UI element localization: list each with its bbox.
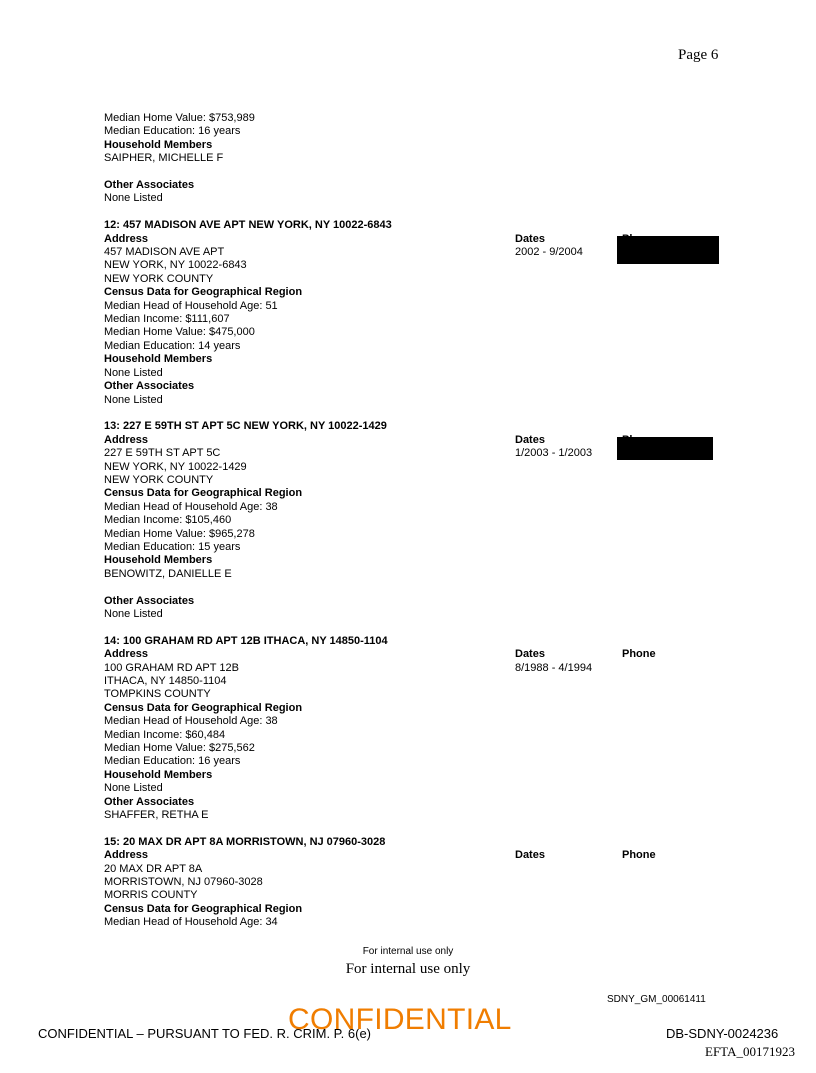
address-records (104, 219, 744, 929)
dates-value: 2002 - 9/2004 (515, 246, 583, 259)
page-number: Page 6 (678, 47, 719, 63)
section-label: Other Associates (104, 380, 195, 393)
spacer (104, 166, 744, 179)
detail-line: MORRIS COUNTY (104, 889, 198, 902)
detail-line: Median Education: 15 years (104, 540, 241, 553)
detail-line: Median Income: $111,607 (104, 313, 230, 326)
section-label: Other Associates (104, 795, 195, 808)
detail-line: Median Education: 16 years (104, 125, 241, 138)
detail-line: BENOWITZ, DANIELLE E (104, 567, 232, 580)
dates-column (515, 434, 622, 622)
record-heading: 13: 227 E 59TH ST APT 5C NEW YORK, NY 10022-1429 (104, 420, 387, 433)
detail-line: Median Income: $60,484 (104, 728, 226, 741)
detail-line: SAIPHER, MICHELLE F (104, 152, 224, 165)
detail-line: MORRISTOWN, NJ 07960-3028 (104, 876, 263, 889)
phone-column (622, 233, 656, 407)
detail-line: 457 MADISON AVE APT (104, 246, 225, 259)
detail-line: ITHACA, NY 14850-1104 (104, 674, 227, 687)
record-header-row (104, 233, 744, 407)
section-label: Other Associates (104, 179, 195, 192)
record-heading: 14: 100 GRAHAM RD APT 12B ITHACA, NY 14850-1104 (104, 634, 388, 647)
detail-line: None Listed (104, 192, 163, 205)
section-label: Census Data for Geographical Region (104, 286, 303, 299)
dates-label: Dates (515, 648, 545, 661)
dates-label: Dates (515, 232, 545, 245)
detail-line: NEW YORK COUNTY (104, 473, 214, 486)
detail-line: Median Home Value: $275,562 (104, 742, 255, 755)
section-label: Household Members (104, 353, 213, 366)
phone-column (622, 434, 656, 622)
db-document-id: DB-SDNY-0024236 (666, 1026, 779, 1041)
detail-line: 227 E 59TH ST APT 5C (104, 447, 221, 460)
record-heading: 12: 457 MADISON AVE APT NEW YORK, NY 10022-6843 (104, 219, 392, 232)
detail-line: Median Head of Household Age: 51 (104, 299, 278, 312)
detail-line: 20 MAX DR APT 8A (104, 862, 203, 875)
record-header-row (104, 434, 744, 622)
address-record (104, 420, 744, 621)
detail-line: Median Head of Household Age: 34 (104, 916, 278, 929)
detail-line: Median Home Value: $965,278 (104, 527, 255, 540)
address-record (104, 219, 744, 407)
detail-line: Median Home Value: $475,000 (104, 326, 255, 339)
phone-label: Phone (622, 849, 656, 862)
bates-number: SDNY_GM_00061411 (607, 994, 706, 1005)
dates-column (515, 849, 622, 929)
detail-line: Median Head of Household Age: 38 (104, 500, 278, 513)
detail-line: TOMPKINS COUNTY (104, 688, 211, 701)
detail-line: None Listed (104, 782, 163, 795)
redaction-box (617, 437, 713, 460)
record-header-row (104, 648, 744, 822)
address-label: Address (104, 648, 149, 661)
phone-label: Phone (622, 648, 656, 661)
address-column (104, 648, 515, 822)
detail-line: None Listed (104, 393, 163, 406)
dates-label: Dates (515, 849, 545, 862)
address-record (104, 635, 744, 823)
section-label: Census Data for Geographical Region (104, 902, 303, 915)
section-label: Census Data for Geographical Region (104, 487, 303, 500)
address-column (104, 849, 515, 929)
detail-line: None Listed (104, 366, 163, 379)
efta-document-id: EFTA_00171923 (705, 1044, 795, 1059)
phone-column (622, 648, 656, 822)
report-content (104, 112, 744, 930)
dates-value: 8/1988 - 4/1994 (515, 661, 593, 674)
detail-line: None Listed (104, 607, 163, 620)
dates-column (515, 233, 622, 407)
redaction-box (617, 236, 719, 264)
section-label: Household Members (104, 768, 213, 781)
detail-line: Median Home Value: $753,989 (104, 112, 255, 124)
address-column (104, 434, 515, 622)
record-heading: 15: 20 MAX DR APT 8A MORRISTOWN, NJ 07960-3028 (104, 835, 386, 848)
detail-line: NEW YORK COUNTY (104, 272, 214, 285)
spacer (104, 581, 515, 594)
section-label: Household Members (104, 554, 213, 567)
detail-line: 100 GRAHAM RD APT 12B (104, 661, 239, 674)
detail-line: NEW YORK, NY 10022-1429 (104, 460, 247, 473)
dates-column (515, 648, 622, 822)
confidential-notice: CONFIDENTIAL – PURSUANT TO FED. R. CRIM. P. 6(e) (38, 1026, 372, 1041)
section-label: Other Associates (104, 594, 195, 607)
address-label: Address (104, 433, 149, 446)
intro-section (104, 112, 744, 206)
address-label: Address (104, 232, 149, 245)
address-label: Address (104, 849, 149, 862)
address-record (104, 836, 744, 930)
detail-line: SHAFFER, RETHA E (104, 809, 209, 822)
internal-use-note-serif: For internal use only (345, 961, 471, 977)
address-column (104, 233, 515, 407)
dates-value: 1/2003 - 1/2003 (515, 447, 593, 460)
dates-label: Dates (515, 433, 545, 446)
detail-line: Median Education: 14 years (104, 339, 241, 352)
section-label: Household Members (104, 138, 213, 151)
detail-line: NEW YORK, NY 10022-6843 (104, 259, 247, 272)
detail-line: Median Income: $105,460 (104, 514, 232, 527)
detail-line: Median Head of Household Age: 38 (104, 715, 278, 728)
confidential-stamp: CONFIDENTIAL (288, 1003, 512, 1036)
internal-use-note: For internal use only (362, 946, 454, 957)
phone-column (622, 849, 656, 929)
section-label: Census Data for Geographical Region (104, 701, 303, 714)
detail-line: Median Education: 16 years (104, 755, 241, 768)
record-header-row (104, 849, 744, 929)
